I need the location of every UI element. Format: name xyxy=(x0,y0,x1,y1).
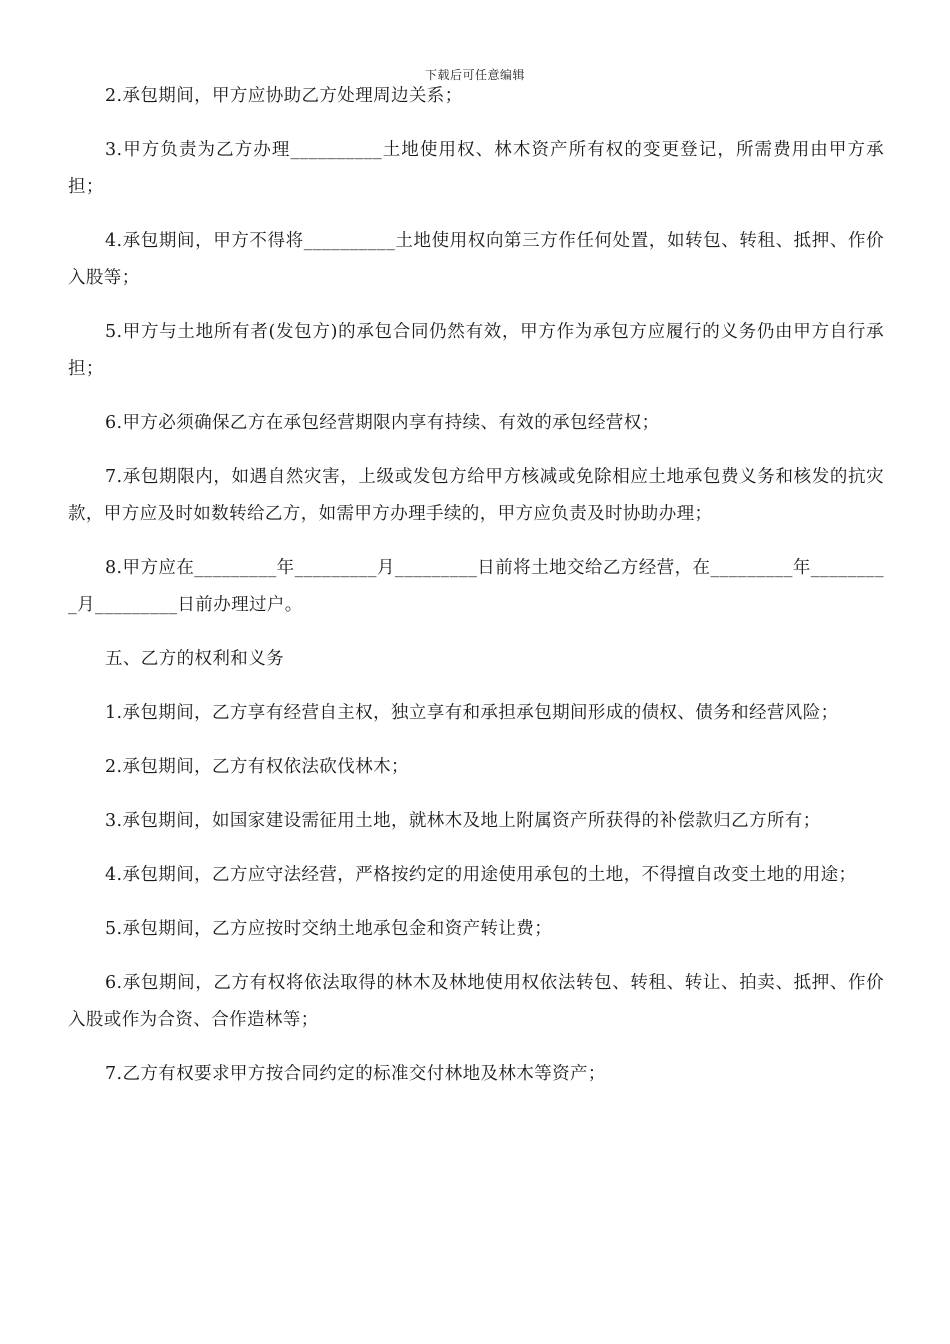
paragraph-a3: 3.甲方负责为乙方办理__________土地使用权、林木资产所有权的变更登记，所需费用由甲方承担； xyxy=(68,140,884,197)
paragraph-b7: 7.乙方有权要求甲方按合同约定的标准交付林地及林木等资产； xyxy=(105,1064,606,1084)
download-watermark: 下载后可任意编辑 xyxy=(424,68,525,82)
paragraph-a6: 6.甲方必须确保乙方在承包经营期限内享有持续、有效的承包经营权； xyxy=(105,413,660,433)
paragraph-b3: 3.承包期间，如国家建设需征用土地，就林木及地上附属资产所获得的补偿款归乙方所有； xyxy=(105,811,821,831)
paragraph-b6: 6.承包期间，乙方有权将依法取得的林木及林地使用权依法转包、转租、转让、拍卖、抵押、作价入股或作为合资、合作造林等； xyxy=(68,973,884,1030)
paragraph-a7: 7.承包期限内，如遇自然灾害，上级或发包方给甲方核减或免除相应土地承包费义务和核发的抗灾款，甲方应及时如数转给乙方，如需甲方办理手续的，甲方应负责及时协助办理； xyxy=(68,467,884,524)
paragraph-a5: 5.甲方与土地所有者(发包方)的承包合同仍然有效，甲方作为承包方应履行的义务仍由甲方自行承担； xyxy=(68,322,884,379)
paragraph-b2: 2.承包期间，乙方有权依法砍伐林木； xyxy=(105,757,409,777)
contract-body xyxy=(68,78,884,1110)
paragraph-b5: 5.承包期间，乙方应按时交纳土地承包金和资产转让费； xyxy=(105,919,553,939)
paragraph-a8: 8.甲方应在_________年_________月_________日前将土地交给乙方经营，在_________年_________月_________日前办理过户。 xyxy=(68,558,884,615)
paragraph-b1: 1.承包期间，乙方享有经营自主权，独立享有和承担承包期间形成的债权、债务和经营风险； xyxy=(105,703,839,723)
paragraph-a2: 2.承包期间，甲方应协助乙方处理周边关系； xyxy=(105,86,463,106)
section-heading-party-b: 五、乙方的权利和义务 xyxy=(105,649,284,669)
paragraph-b4: 4.承包期间，乙方应守法经营，严格按约定的用途使用承包的土地，不得擅自改变土地的用途； xyxy=(105,865,857,885)
paragraph-a4: 4.承包期间，甲方不得将__________土地使用权向第三方作任何处置，如转包、转租、抵押、作价入股等； xyxy=(68,231,884,288)
